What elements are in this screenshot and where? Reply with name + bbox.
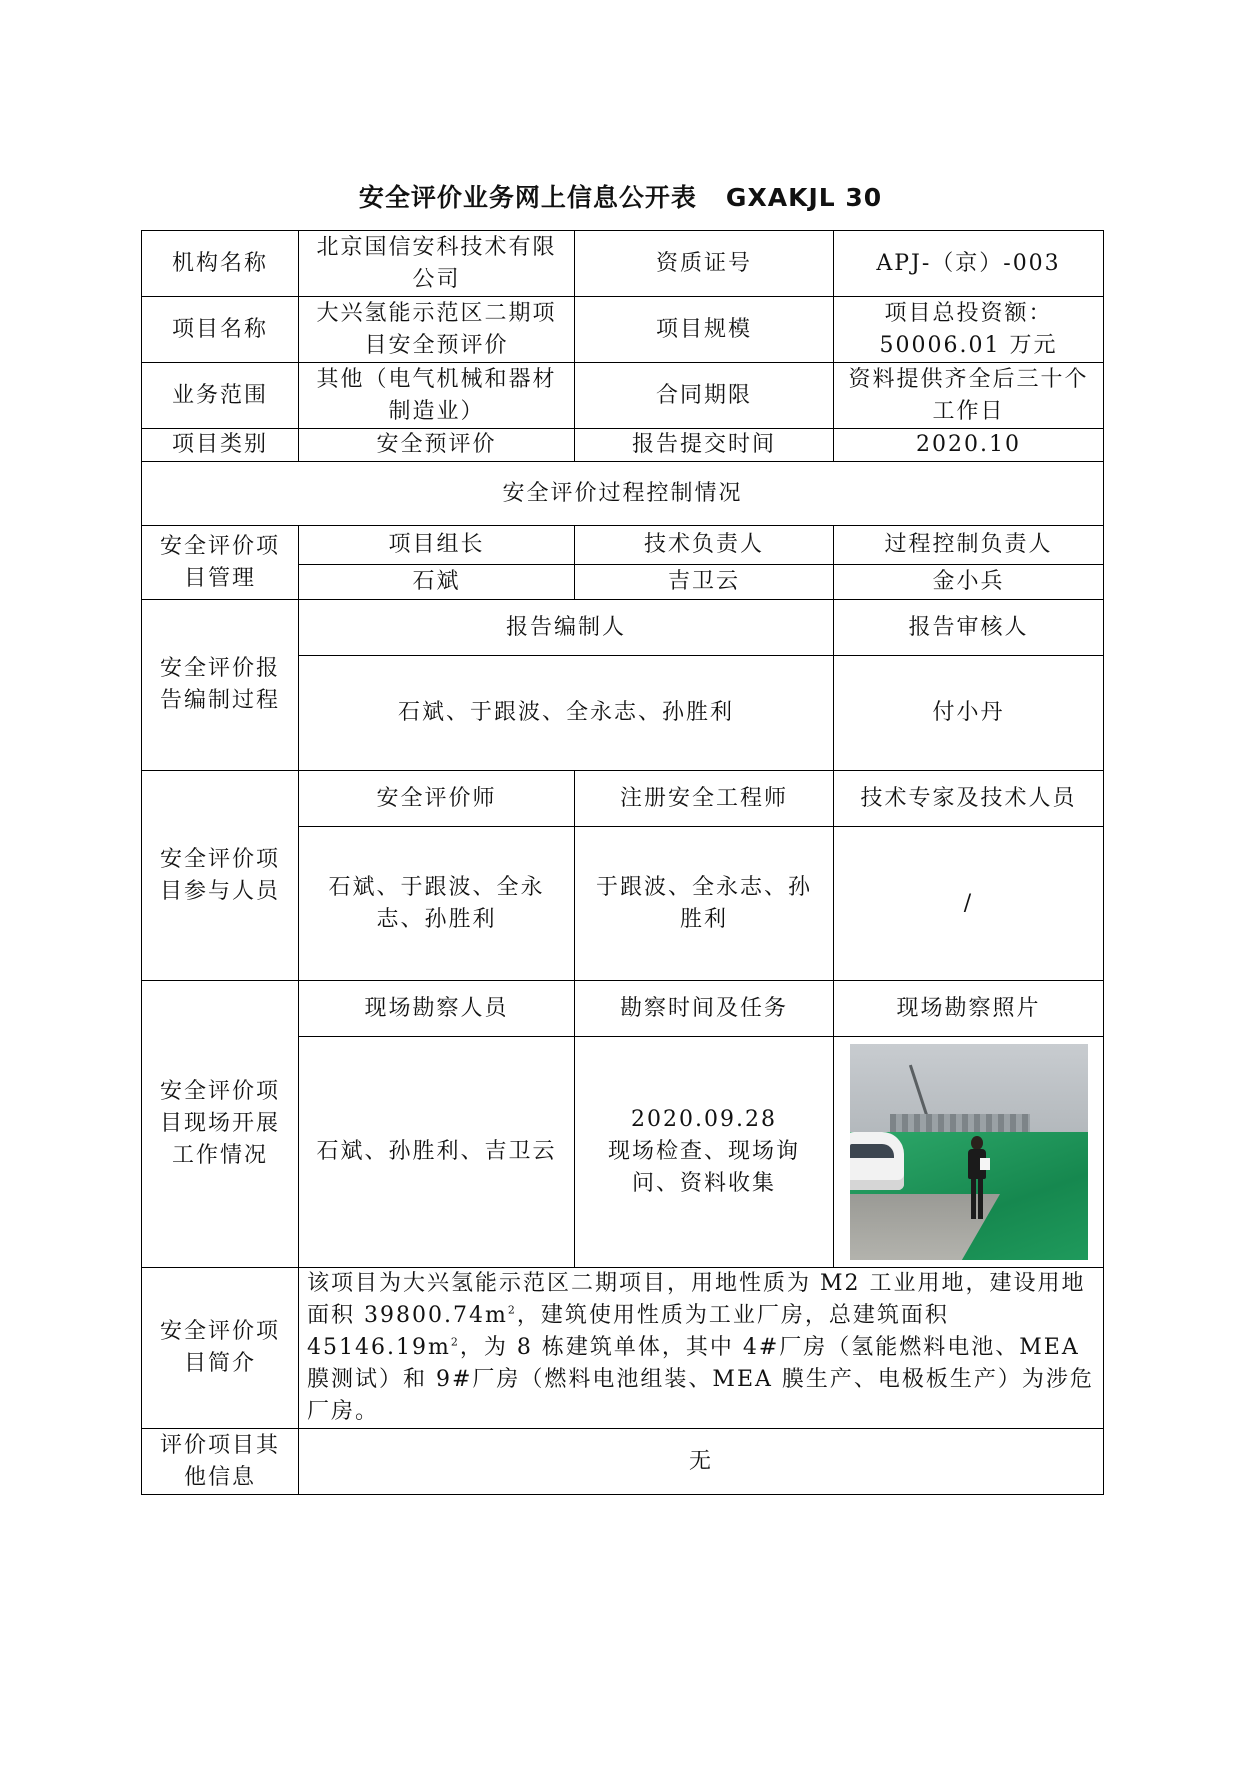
management-label: 安全评价项目管理: [142, 526, 299, 600]
row-scope: [142, 363, 1104, 429]
summary-part2: ，建筑使用性质为工业厂房，总建筑面积 45146.19m: [307, 1303, 949, 1360]
row-category: [142, 429, 1104, 462]
process-header: 安全评价过程控制情况: [142, 462, 1104, 526]
summary-sup1: 2: [507, 1303, 517, 1317]
row-management-head: [142, 526, 1104, 565]
site-col2: 勘察时间及任务: [575, 981, 834, 1037]
cert-value: APJ-（京）-003: [834, 231, 1104, 297]
category-value: 安全预评价: [299, 429, 575, 462]
site-val2: [575, 1037, 834, 1268]
page-title: 安全评价业务网上信息公开表 GXAKJL 30: [358, 183, 883, 212]
row-project: [142, 297, 1104, 363]
other-label: 评价项目其他信息: [142, 1429, 299, 1495]
row-process-header: [142, 462, 1104, 526]
site-val1: 石斌、孙胜利、吉卫云: [299, 1037, 575, 1268]
scale-value-line2: 50006.01 万元: [879, 332, 1058, 358]
scale-value-line1: 项目总投资额：: [884, 300, 1053, 326]
report-val2: 付小丹: [834, 656, 1104, 771]
contract-label: 合同期限: [575, 363, 834, 429]
cert-label: 资质证号: [575, 231, 834, 297]
participants-col2: 注册安全工程师: [575, 771, 834, 827]
site-val2-tasks: 现场检查、现场询问、资料收集: [607, 1139, 800, 1196]
info-table: [141, 230, 1104, 1495]
participants-val3: /: [834, 827, 1104, 981]
org-name-label: 机构名称: [142, 231, 299, 297]
row-summary: [142, 1268, 1104, 1429]
category-label: 项目类别: [142, 429, 299, 462]
participants-col3: 技术专家及技术人员: [834, 771, 1104, 827]
other-value: 无: [299, 1429, 1104, 1495]
site-photo: [850, 1044, 1088, 1260]
report-val1: 石斌、于跟波、全永志、孙胜利: [299, 656, 834, 771]
scope-value: 其他（电气机械和器材制造业）: [299, 363, 575, 429]
site-val2-date: 2020.09.28: [631, 1107, 777, 1132]
summary-part3: ，为 8 栋建筑单体，其中 4#厂房（氢能燃料电池、MEA 膜测试）和 9#厂房（燃料电池组装、MEA 膜生产、电极板生产）为涉危厂房。: [307, 1335, 1094, 1424]
site-col1: 现场勘察人员: [299, 981, 575, 1037]
photo-person-legs: [971, 1179, 983, 1219]
report-col1: 报告编制人: [299, 600, 834, 656]
management-val2: 吉卫云: [575, 565, 834, 600]
management-val3: 金小兵: [834, 565, 1104, 600]
participants-col1: 安全评价师: [299, 771, 575, 827]
management-col3: 过程控制负责人: [834, 526, 1104, 565]
row-site-head: [142, 981, 1104, 1037]
row-org: [142, 231, 1104, 297]
photo-car-window: [850, 1144, 894, 1158]
photo-person: [968, 1136, 986, 1222]
org-name-value: 北京国信安科技术有限公司: [299, 231, 575, 297]
management-col2: 技术负责人: [575, 526, 834, 565]
management-val1: 石斌: [299, 565, 575, 600]
photo-person-paper: [980, 1158, 990, 1170]
scope-label: 业务范围: [142, 363, 299, 429]
project-name-value: 大兴氢能示范区二期项目安全预评价: [299, 297, 575, 363]
submit-value: 2020.10: [834, 429, 1104, 462]
row-participants-head: [142, 771, 1104, 827]
summary-label: 安全评价项目简介: [142, 1268, 299, 1429]
summary-sup2: 2: [450, 1335, 460, 1349]
report-col2: 报告审核人: [834, 600, 1104, 656]
photo-person-head: [971, 1136, 983, 1150]
site-label: 安全评价项目现场开展工作情况: [142, 981, 299, 1268]
summary-part1: 该项目为大兴氢能示范区二期项目，用地性质为 M2 工业用地，建设用地面积 39800.74m: [307, 1271, 1086, 1328]
photo-car: [850, 1132, 904, 1190]
participants-label: 安全评价项目参与人员: [142, 771, 299, 981]
scale-label: 项目规模: [575, 297, 834, 363]
management-col1: 项目组长: [299, 526, 575, 565]
participants-val1: 石斌、于跟波、全永志、孙胜利: [299, 827, 575, 981]
site-photo-cell: [834, 1037, 1104, 1268]
report-label: 安全评价报告编制过程: [142, 600, 299, 771]
participants-val2: 于跟波、全永志、孙胜利: [575, 827, 834, 981]
contract-value: 资料提供齐全后三十个工作日: [834, 363, 1104, 429]
row-other: [142, 1429, 1104, 1495]
summary-text: [299, 1268, 1104, 1429]
site-col3: 现场勘察照片: [834, 981, 1104, 1037]
submit-label: 报告提交时间: [575, 429, 834, 462]
scale-value: [834, 297, 1104, 363]
project-name-label: 项目名称: [142, 297, 299, 363]
row-report-head: [142, 600, 1104, 656]
